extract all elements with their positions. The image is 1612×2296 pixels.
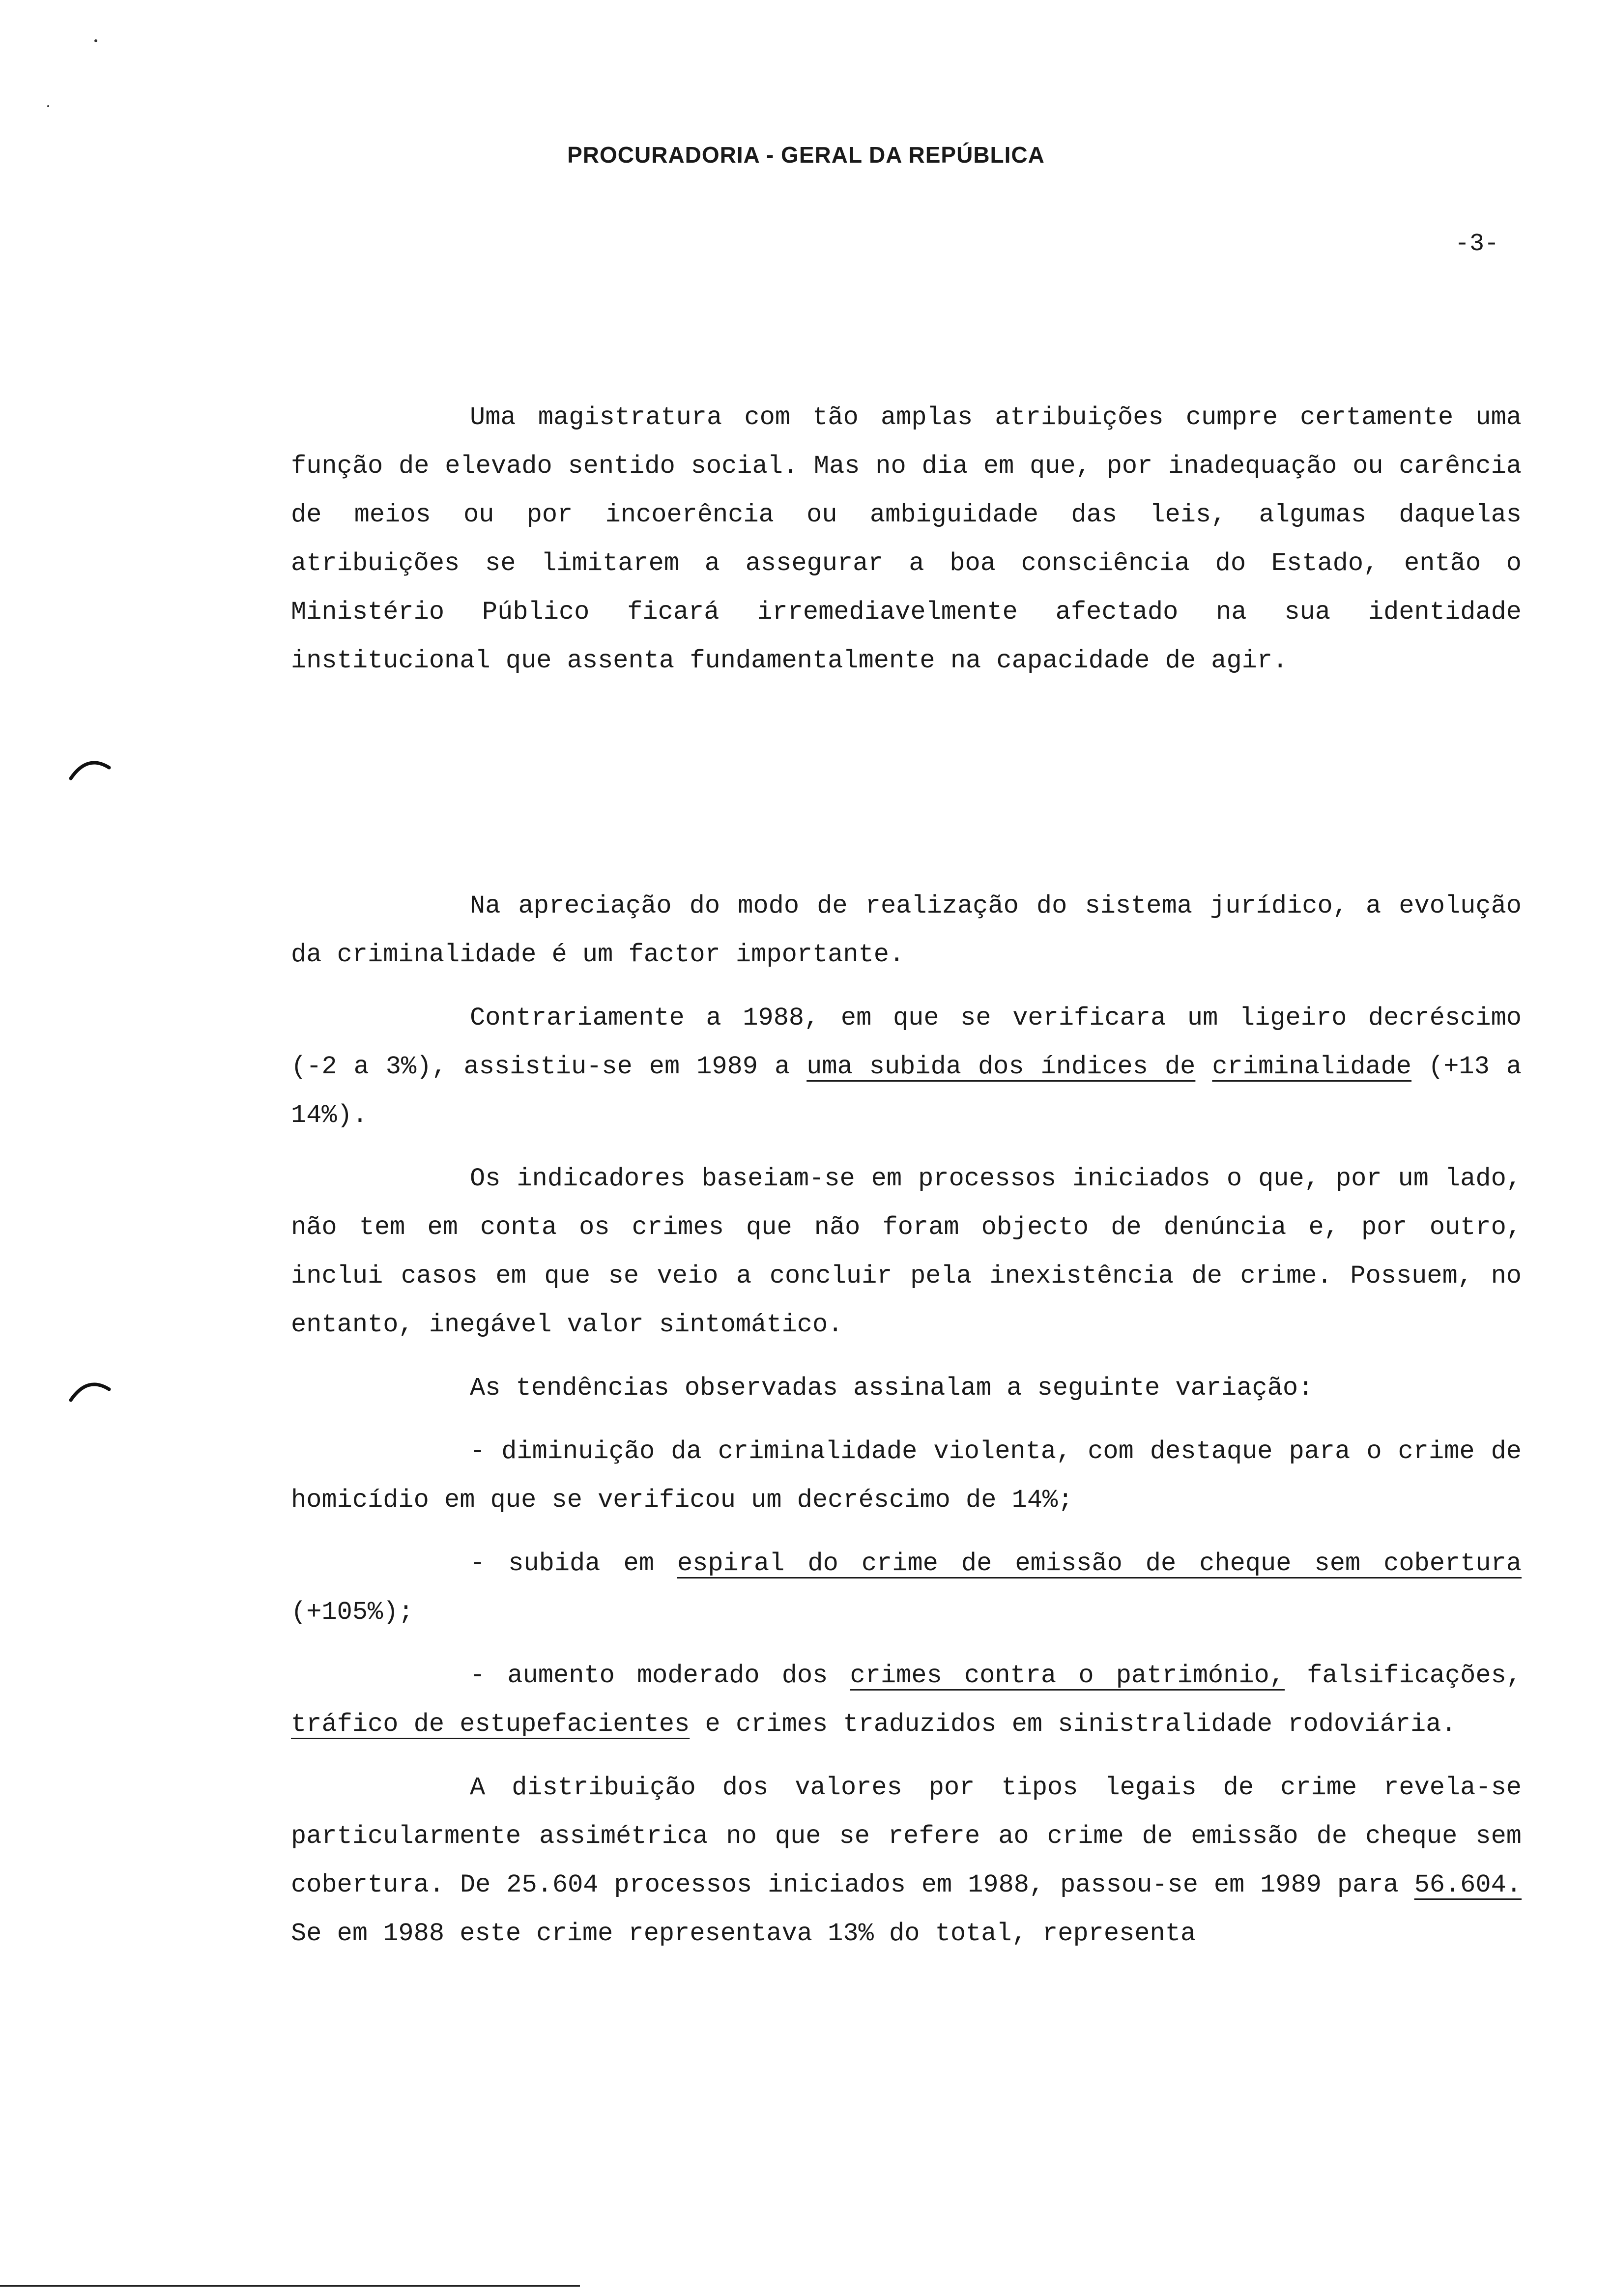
text-segment: - subida em xyxy=(470,1549,677,1578)
scan-speck xyxy=(94,39,97,42)
paragraph-apreciacao: Na apreciação do modo de realização do sistema jurídico, a evolução da criminalidade é um factor importante. xyxy=(291,891,1522,969)
text-segment: - aumento moderado dos xyxy=(470,1661,850,1690)
paragraph-magistratura: Uma magistratura com tão amplas atribuições cumpre certamente uma função de elevado sentido social. Mas no dia em que, por inadequação ou carência de meios ou por incoerência ou ambiguidade das leis, algumas daquelas atribuições se limitarem a assegurar a boa consciência do Estado, então o Ministério Público ficará irremediavelmente afectado na sua identidade institucional que assenta fundamentalmente na capacidade de agir. xyxy=(291,403,1522,675)
paragraph-tendencias: As tendências observadas assinalam a seguinte variação: xyxy=(470,1374,1314,1403)
list-item-criminalidade-violenta: - diminuição da criminalidade violenta, com destaque para o crime de homicídio em que se verificou um decréscimo de 14%; xyxy=(291,1437,1522,1515)
list-item-cheque-sem-cobertura xyxy=(291,1539,1522,1636)
text-segment: (+105%); xyxy=(291,1598,414,1627)
text-segment: falsificações, xyxy=(1284,1661,1522,1690)
text-segment: Se em 1988 este crime representava 13% do total, representa xyxy=(291,1919,1196,1948)
text-segment xyxy=(1195,1052,1212,1081)
punch-hole-mark-upper xyxy=(68,757,112,781)
paragraph-distribuicao xyxy=(291,1763,1522,1958)
text-segment: A distribuição dos valores por tipos legais de crime revela-se particularmente assimétrica no que se refere ao crime de emissão de cheque sem cobertura. De 25.604 processos iniciados em 1988, passou-se em 1989 para xyxy=(291,1773,1522,1899)
page-number: -3- xyxy=(1455,230,1499,258)
underlined-phrase: espiral do crime de emissão de cheque sem cobertura xyxy=(677,1549,1522,1578)
paragraph-contrariamente xyxy=(291,994,1522,1140)
letterhead-title: PROCURADORIA - GERAL DA REPÚBLICA xyxy=(567,142,1045,168)
underlined-phrase: 56.604. xyxy=(1414,1870,1522,1899)
underlined-phrase: uma subida dos índices de xyxy=(806,1052,1196,1081)
scan-speck xyxy=(47,105,49,107)
document-body xyxy=(291,393,1522,1958)
list-item-aumento-moderado xyxy=(291,1651,1522,1749)
text-segment: e crimes traduzidos em sinistralidade rodoviária. xyxy=(690,1710,1457,1739)
underlined-phrase: crimes contra o património, xyxy=(850,1661,1285,1690)
underlined-phrase: criminalidade xyxy=(1212,1052,1412,1081)
text-segment: (+13 a 14%). xyxy=(291,1052,1522,1130)
underlined-phrase: tráfico de estupefacientes xyxy=(291,1710,690,1739)
page-bottom-rule xyxy=(0,2285,580,2287)
text-segment: Contrariamente a 1988, em que se verificara um ligeiro decréscimo (-2 a 3%), assistiu-se em 1989 a xyxy=(291,1004,1522,1081)
punch-hole-mark-lower xyxy=(68,1378,112,1403)
paragraph-indicadores: Os indicadores baseiam-se em processos iniciados o que, por um lado, não tem em conta os crimes que não foram objecto de denúncia e, por outro, inclui casos em que se veio a concluir pela inexistência de crime. Possuem, no entanto, inegável valor sintomático. xyxy=(291,1164,1522,1339)
